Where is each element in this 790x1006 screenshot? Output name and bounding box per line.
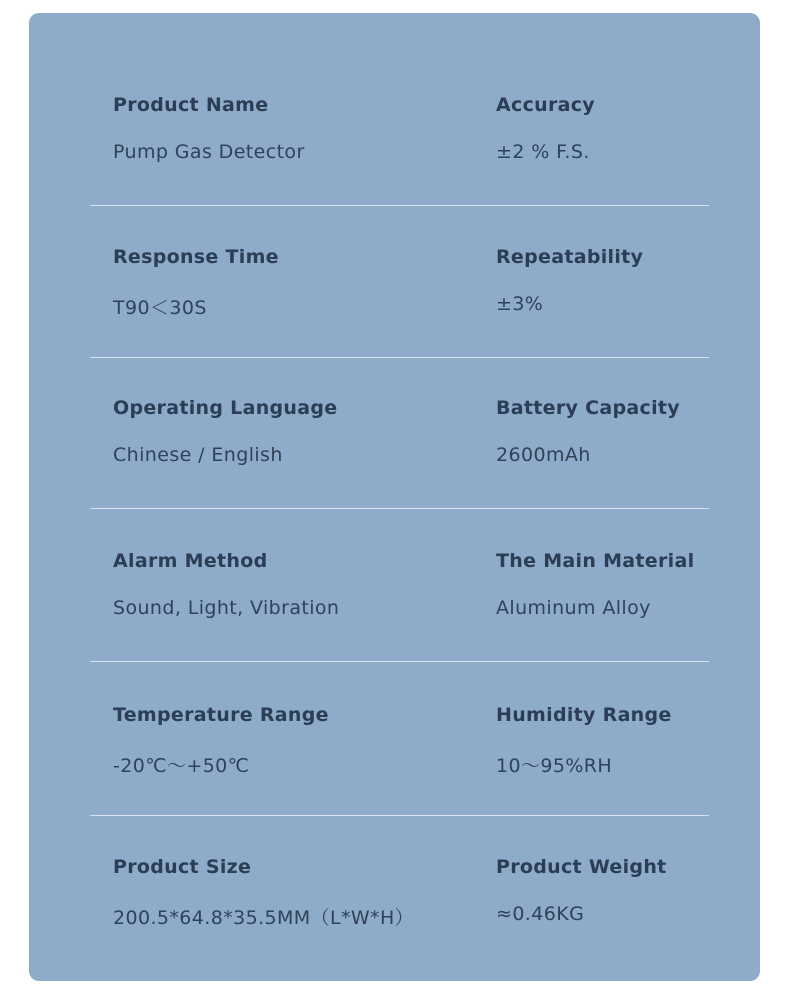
spec-row <box>29 13 760 165</box>
spec-value: Chinese / English <box>113 444 283 466</box>
spec-row <box>29 165 760 317</box>
spec-value: ±2 % F.S. <box>496 141 590 163</box>
spec-row <box>29 623 760 775</box>
spec-row <box>29 775 760 927</box>
spec-value: Aluminum Alloy <box>496 597 651 619</box>
spec-label: Humidity Range <box>496 704 672 726</box>
spec-label: Product Size <box>113 856 252 878</box>
spec-value: 200.5*64.8*35.5MM（L*W*H） <box>113 907 415 929</box>
spec-label: The Main Material <box>496 550 695 572</box>
spec-value: T90＜30S <box>113 297 207 319</box>
spec-label: Response Time <box>113 246 279 268</box>
spec-value: Pump Gas Detector <box>113 141 305 163</box>
spec-row <box>29 316 760 468</box>
spec-label: Repeatability <box>496 246 644 268</box>
spec-value: ±3% <box>496 293 544 315</box>
spec-card <box>29 13 760 981</box>
spec-value: ≈0.46KG <box>496 903 585 925</box>
spec-value: 10～95%RH <box>496 755 613 777</box>
spec-label: Product Weight <box>496 856 667 878</box>
spec-label: Operating Language <box>113 397 338 419</box>
spec-value: 2600mAh <box>496 444 591 466</box>
spec-label: Product Name <box>113 94 269 116</box>
spec-label: Battery Capacity <box>496 397 680 419</box>
spec-value: Sound, Light, Vibration <box>113 597 340 619</box>
spec-label: Temperature Range <box>113 704 329 726</box>
spec-value: -20℃～+50℃ <box>113 755 250 777</box>
spec-row <box>29 469 760 621</box>
spec-label: Alarm Method <box>113 550 268 572</box>
spec-label: Accuracy <box>496 94 595 116</box>
